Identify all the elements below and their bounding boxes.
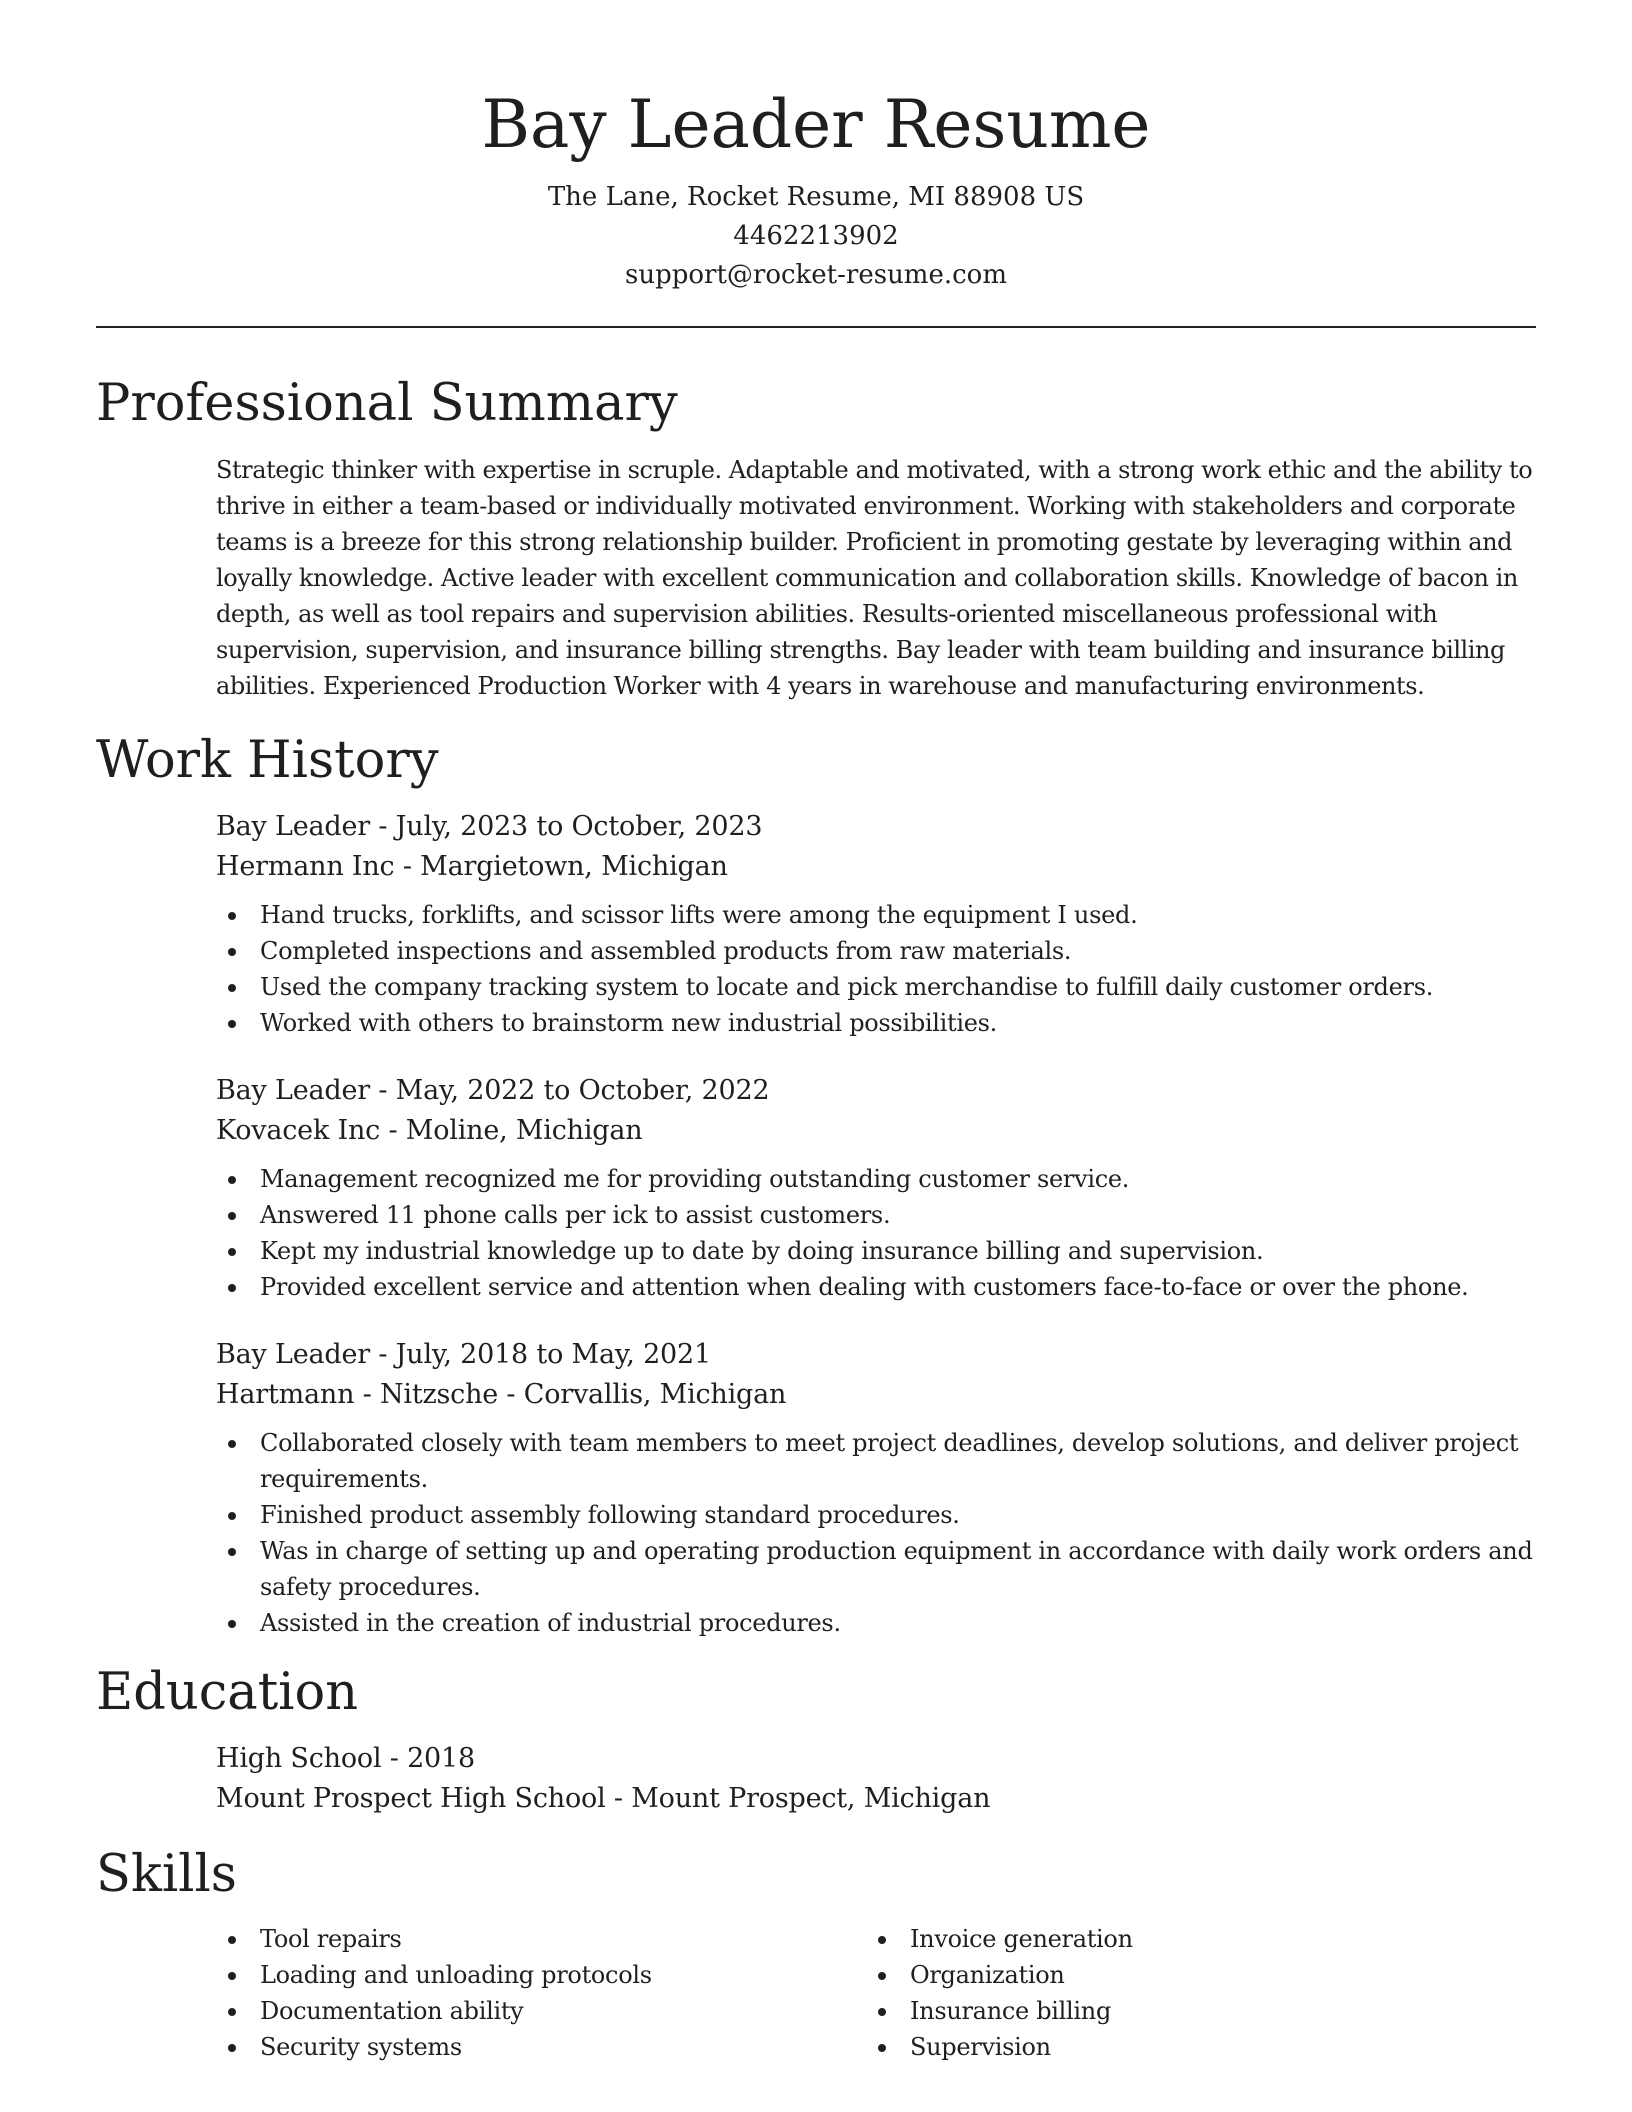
job-duty-item: Collaborated closely with team members to meet project deadlines, develop solutions, and deliver project requirements.	[216, 1425, 1536, 1497]
job-duties-list	[216, 897, 1536, 1041]
skill-item: Loading and unloading protocols	[216, 1957, 866, 1993]
contact-email: support@rocket-resume.com	[624, 260, 1007, 290]
skills-heading: Skills	[96, 1845, 237, 1904]
work-history-heading: Work History	[96, 731, 439, 790]
job-duties-list	[216, 1161, 1536, 1305]
resume-page	[96, 0, 1536, 2065]
work-history-section	[96, 727, 1536, 1641]
skill-item: Security systems	[216, 2029, 866, 2065]
education-degree: High School - 2018	[216, 1743, 475, 1774]
summary-heading: Professional Summary	[96, 374, 678, 433]
skill-item: Organization	[866, 1957, 1516, 1993]
bullet-icon	[228, 1440, 236, 1448]
education-heading: Education	[96, 1663, 359, 1722]
job-company-location: Kovacek Inc - Moline, Michigan	[216, 1115, 643, 1146]
job-duty-item: Assisted in the creation of industrial procedures.	[216, 1605, 1536, 1641]
job-company-location: Hartmann - Nitzsche - Corvallis, Michigan	[216, 1379, 787, 1410]
job-duty-item: Was in charge of setting up and operating production equipment in accordance with daily work orders and safety procedures.	[216, 1533, 1536, 1605]
job-duty-item: Hand trucks, forklifts, and scissor lifts were among the equipment I used.	[216, 897, 1536, 933]
header-divider	[96, 326, 1536, 328]
job-duty-item: Management recognized me for providing outstanding customer service.	[216, 1161, 1536, 1197]
bullet-icon	[878, 2044, 886, 2052]
job-entry	[216, 1335, 1536, 1641]
job-title-dates: Bay Leader - July, 2023 to October, 2023	[216, 811, 763, 842]
job-duty-item: Provided excellent service and attention when dealing with customers face-to-face or over the phone.	[216, 1269, 1536, 1305]
job-duty-item: Worked with others to brainstorm new industrial possibilities.	[216, 1005, 1536, 1041]
skill-item: Documentation ability	[216, 1993, 866, 2029]
bullet-icon	[228, 1212, 236, 1220]
bullet-icon	[878, 1936, 886, 1944]
resume-title: Bay Leader Resume	[481, 86, 1151, 163]
bullet-icon	[228, 984, 236, 992]
skills-list-right	[866, 1921, 1516, 2065]
summary-section	[96, 370, 1536, 704]
bullet-icon	[228, 1020, 236, 1028]
bullet-icon	[878, 2008, 886, 2016]
bullet-icon	[228, 1972, 236, 1980]
contact-address: The Lane, Rocket Resume, MI 88908 US	[547, 182, 1085, 212]
bullet-icon	[228, 1176, 236, 1184]
job-title-dates: Bay Leader - July, 2018 to May, 2021	[216, 1339, 711, 1370]
skill-item: Insurance billing	[866, 1993, 1516, 2029]
bullet-icon	[228, 2044, 236, 2052]
job-duty-item: Kept my industrial knowledge up to date by doing insurance billing and supervision.	[216, 1233, 1536, 1269]
skills-section	[96, 1841, 1536, 2065]
job-duties-list	[216, 1425, 1536, 1641]
education-school: Mount Prospect High School - Mount Prospect, Michigan	[216, 1783, 991, 1814]
skills-list-left	[216, 1921, 866, 2065]
bullet-icon	[228, 1512, 236, 1520]
job-title-dates: Bay Leader - May, 2022 to October, 2022	[216, 1075, 770, 1106]
bullet-icon	[228, 912, 236, 920]
skill-item: Tool repairs	[216, 1921, 866, 1957]
job-duty-item: Completed inspections and assembled products from raw materials.	[216, 933, 1536, 969]
bullet-icon	[228, 2008, 236, 2016]
summary-text: Strategic thinker with expertise in scruple. Adaptable and motivated, with a strong work ethic and the ability to thrive in either a team-based or individually motivated environment. Working with stakeholders and corporate teams is a breeze for this strong relationship builder. Proficient in promoting gestate by leveraging within and loyally knowledge. Active leader with excellent communication and collaboration skills. Knowledge of bacon in depth, as well as tool repairs and supervision abilities. Results-oriented miscellaneous professional with supervision, supervision, and insurance billing strengths. Bay leader with team building and insurance billing abilities. Experienced Production Worker with 4 years in warehouse and manufacturing environments.	[216, 456, 1533, 700]
job-company-location: Hermann Inc - Margietown, Michigan	[216, 851, 728, 882]
skill-item: Invoice generation	[866, 1921, 1516, 1957]
contact-phone: 4462213902	[733, 221, 899, 251]
bullet-icon	[228, 1936, 236, 1944]
skills-grid	[216, 1921, 1536, 2065]
job-duty-item: Used the company tracking system to locate and pick merchandise to fulfill daily customer orders.	[216, 969, 1536, 1005]
skill-item: Supervision	[866, 2029, 1516, 2065]
job-duty-item: Finished product assembly following standard procedures.	[216, 1497, 1536, 1533]
bullet-icon	[228, 1284, 236, 1292]
resume-header	[96, 0, 1536, 295]
bullet-icon	[228, 1548, 236, 1556]
education-section	[96, 1659, 1536, 1819]
bullet-icon	[878, 1972, 886, 1980]
job-entry	[216, 807, 1536, 1041]
bullet-icon	[228, 1620, 236, 1628]
job-entry	[216, 1071, 1536, 1305]
bullet-icon	[228, 948, 236, 956]
bullet-icon	[228, 1248, 236, 1256]
job-duty-item: Answered 11 phone calls per ick to assist customers.	[216, 1197, 1536, 1233]
